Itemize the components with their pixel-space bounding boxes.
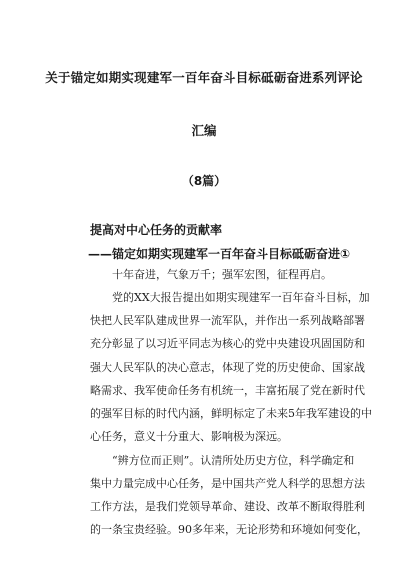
body-paragraph-line: 快把人民军队建成世界一流军队，并作出一系列战略部署 bbox=[90, 314, 365, 327]
article-subtitle: ——锚定如期实现建军一百年奋斗目标砥砺奋进① bbox=[88, 247, 351, 261]
document-title: 关于锚定如期实现建军一百年奋斗目标砥砺奋进系列评论 bbox=[45, 70, 363, 85]
article-title: 提高对中心任务的贡献率 bbox=[90, 223, 223, 237]
article-count: （8篇） bbox=[181, 174, 227, 188]
body-paragraph-line: 集中力量完成中心任务，是中国共产党人科学的思想方法 bbox=[90, 477, 365, 490]
body-paragraph-line: 心任务，意义十分重大、影响极为深远。 bbox=[90, 430, 288, 443]
body-paragraph-line: 十年奋进，气象万千；强军宏图，征程再启。 bbox=[112, 268, 332, 281]
body-paragraph-line: “辨方位而正则”。认清所处历史方位，科学确定和 bbox=[112, 454, 355, 467]
body-paragraph-line: 强大人民军队的决心意志，体现了党的历史使命、国家战 bbox=[90, 361, 365, 374]
body-paragraph-line: 充分彰显了以习近平同志为核心的党中央建设巩固国防和 bbox=[90, 337, 365, 350]
body-paragraph-line: 的一条宝贵经验。90多年来，无论形势和环境如何变化， bbox=[90, 523, 368, 536]
body-paragraph-line: 的强军目标的时代内涵，鲜明标定了未来5年我军建设的中 bbox=[90, 407, 372, 420]
body-paragraph-line: 略需求、我军使命任务有机统一，丰富拓展了党在新时代 bbox=[90, 384, 365, 397]
document-title-continued: 汇编 bbox=[191, 123, 217, 138]
body-paragraph-line: 工作方法，是我们党领导革命、建设、改革不断取得胜利 bbox=[90, 500, 365, 513]
body-paragraph-line: 党的XX大报告提出如期实现建军一百年奋斗目标，加 bbox=[112, 291, 370, 304]
